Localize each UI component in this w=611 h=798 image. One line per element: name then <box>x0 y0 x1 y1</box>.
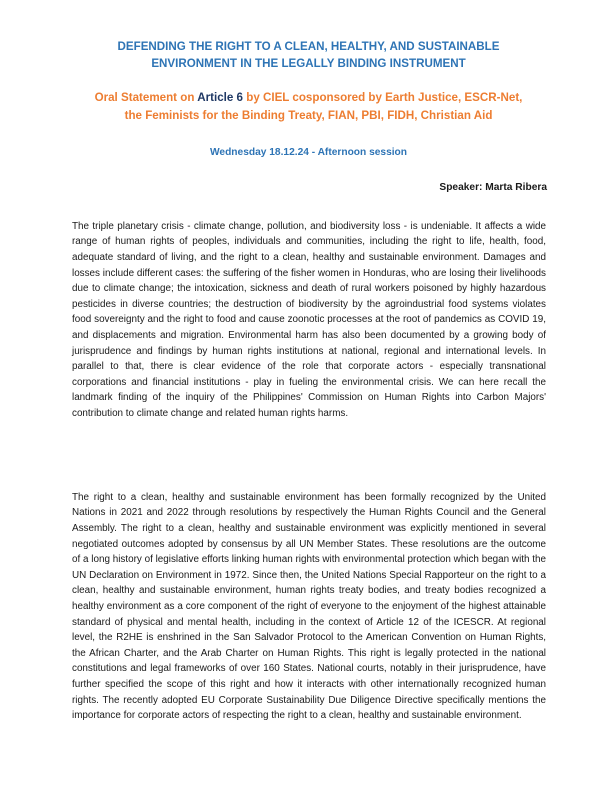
body-paragraph-2: The right to a clean, healthy and sustainable environment has been formally recognized by the United Nations in 2021 and 2022 through resolutions by respectively the Human Rights Council and the General Assembly. The right to a clean, healthy and sustainable environment was explicitly mentioned in several negotiated outcomes adopted by consensus by all UN Member States. These resolutions are the outcome of a long history of legislative efforts linking human rights with environmental protection which began with the UN Declaration on Environment in 1972. Since then, the United Nations Special Rapporteur on the right to a clean, healthy and sustainable environment, human rights treaty bodies, and treaty bodies recognized a healthy environment as a core component of the right of everyone to the enjoyment of the highest attainable standard of physical and mental health, including in the context of Article 12 of the ICESCR. At regional level, the R2HE is enshrined in the San Salvador Protocol to the American Convention on Human Rights, the African Charter, and the Arab Charter on Human Rights. This right is legally protected in the national constitutions and legal frameworks of over 160 States. National courts, notably in their jurisprudence, have further specified the scope of this right and how it interacts with other internationally recognized human rights. The recently adopted EU Corporate Sustainability Due Diligence Directive specifically mentions the importance for corporate actors of respecting the right to a clean, healthy and sustainable environment. <box>72 491 546 722</box>
oral-prefix: Oral Statement on <box>94 91 195 104</box>
session-date: Wednesday 18.12.24 - Afternoon session <box>209 147 408 158</box>
speaker-line: Speaker: Marta Ribera <box>439 182 547 193</box>
title-line-1: DEFENDING THE RIGHT TO A CLEAN, HEALTHY, AND SUSTAINABLE <box>117 40 500 53</box>
title-line-2: ENVIRONMENT IN THE LEGALLY BINDING INSTRUMENT <box>151 57 466 70</box>
document-title <box>60 38 557 72</box>
oral-article: Article 6 <box>197 91 243 104</box>
oral-line-2: the Feminists for the Binding Treaty, FIAN, PBI, FIDH, Christian Aid <box>124 109 493 122</box>
oral-line-1-rest: by CIEL cosponsored by Earth Justice, ESCR-Net, <box>246 91 523 104</box>
body-paragraph-1: The triple planetary crisis - climate change, pollution, and biodiversity loss - is undeniable. It affects a wide range of human rights of peoples, individuals and communities, including the right to life, health, food, adequate standard of living, and the right to a clean, healthy and sustainable environment. Damages and losses include different cases: the suffering of the fisher women in Honduras, who are losing their livelihoods due to climate change; the intoxication, sickness and death of rural workers poisoned by highly hazardous pesticides in diverse countries; the destruction of biodiversity by the agroindustrial food systems violates food sovereignty and the right to food and cause zoonotic processes at the root of pandemics as COVID 19, and displacements and migration. Environmental harm has also been documented by a growing body of jurisprudence and findings by human rights institutions at national, regional and international levels. In parallel to that, there is clear evidence of the role that corporate actors - especially transnational corporations and financial institutions - play in fueling the environmental crisis. We can here recall the landmark finding of the inquiry of the Philippines' Commission on Human Rights into Carbon Majors' contribution to climate change and related human rights harms. <box>72 220 546 420</box>
oral-statement-heading <box>60 89 557 125</box>
